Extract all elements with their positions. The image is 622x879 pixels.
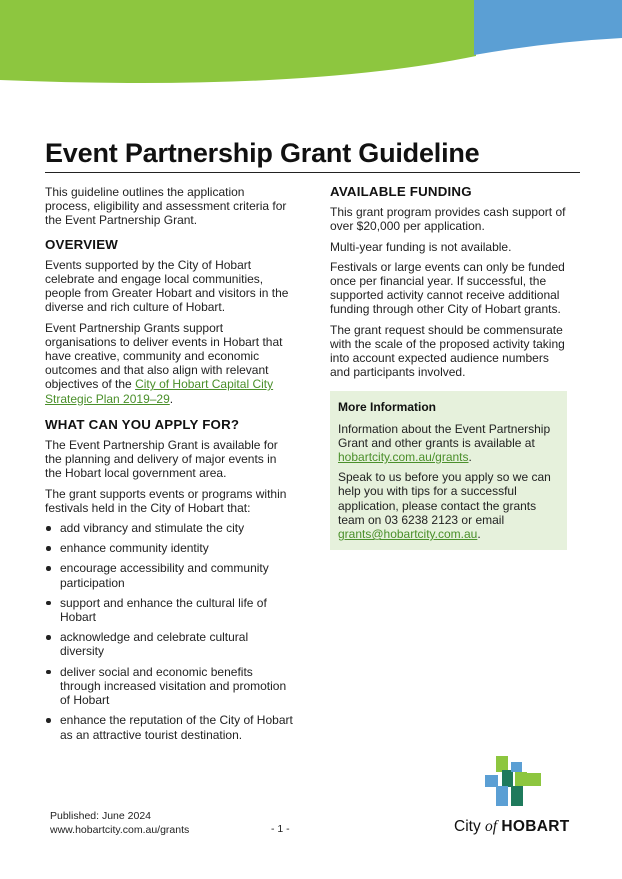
footer xyxy=(50,809,189,837)
overview-paragraph-2 xyxy=(45,321,293,406)
list-item: enhance community identity xyxy=(45,541,293,555)
grants-website-link[interactable]: hobartcity.com.au/grants xyxy=(338,450,469,465)
logo-of: of xyxy=(485,818,498,835)
city-of-hobart-logo xyxy=(452,752,577,838)
overview-paragraph-1: Events supported by the City of Hobart celebrate and engage local communities, people from Greater Hobart and visitors in the diverse and rich culture of Hobart. xyxy=(45,257,289,315)
apply-bullet-list xyxy=(45,521,293,742)
more-information-paragraph-1-end: . xyxy=(468,450,472,465)
page-title: Event Partnership Grant Guideline xyxy=(45,138,580,173)
list-item: add vibrancy and stimulate the city xyxy=(45,521,293,535)
more-information-box xyxy=(330,391,567,550)
page-number: - 1 - xyxy=(271,823,290,835)
logo-wordmark xyxy=(454,818,570,836)
more-information-paragraph-1 xyxy=(338,422,559,465)
header-banner xyxy=(0,0,622,100)
funding-paragraph-1: This grant program provides cash support of over $20,000 per application. xyxy=(330,205,566,234)
apply-paragraph-1: The Event Partnership Grant is available for the planning and delivery of major events in the Hobart local government area. xyxy=(45,438,278,481)
overview-paragraph-2-end: . xyxy=(169,391,174,406)
funding-paragraph-3: Festivals or large events can only be funded once per financial year. If successful, the supported activity cannot receive additional funding through other City of Hobart grants. xyxy=(330,259,565,317)
grants-email-link[interactable]: grants@hobartcity.com.au xyxy=(338,527,478,542)
list-item: encourage accessibility and community participation xyxy=(45,561,293,589)
left-column xyxy=(45,185,293,748)
more-information-paragraph-2-text: Speak to us before you apply so we can help you with tips for a successful application, please contact the grants team on 03 6238 2123 or email xyxy=(338,470,551,527)
intro-paragraph: This guideline outlines the application process, eligibility and assessment criteria for the Event Partnership Grant. xyxy=(45,185,287,228)
overview-heading: OVERVIEW xyxy=(45,236,119,252)
overview-paragraph-2-text: Event Partnership Grants support organisations to deliver events in Hobart that have creative, community and economic outcomes and that also align with relevant objectives of the xyxy=(45,320,283,392)
footer-website: www.hobartcity.com.au/grants xyxy=(50,824,190,836)
list-item: enhance the reputation of the City of Hobart as an attractive tourist destination. xyxy=(45,713,293,741)
right-column xyxy=(330,185,567,550)
more-information-heading: More Information xyxy=(338,400,436,415)
apply-paragraph-2: The grant supports events or programs within festivals held in the City of Hobart that: xyxy=(45,486,287,515)
funding-paragraph-2: Multi-year funding is not available. xyxy=(330,239,512,254)
list-item: support and enhance the cultural life of Hobart xyxy=(45,596,293,624)
logo-city: City xyxy=(454,818,481,835)
funding-paragraph-4: The grant request should be commensurate with the scale of the proposed activity taking into account expected audience numbers and participants involved. xyxy=(330,322,565,380)
banner-blue-shape xyxy=(474,0,622,55)
more-information-paragraph-1-text: Information about the Event Partnership Grant and other grants is available at xyxy=(338,421,551,450)
list-item: deliver social and economic benefits through increased visitation and promotion of Hobart xyxy=(45,665,293,708)
funding-heading: AVAILABLE FUNDING xyxy=(330,184,472,199)
published-date: Published: June 2024 xyxy=(50,810,151,822)
list-item: acknowledge and celebrate cultural diversity xyxy=(45,630,293,658)
apply-heading: WHAT CAN YOU APPLY FOR? xyxy=(45,416,240,432)
strategic-plan-link[interactable]: City of Hobart Capital City Strategic Plan 2019–29 xyxy=(45,377,274,406)
more-information-paragraph-2-end: . xyxy=(477,527,481,542)
more-information-paragraph-2 xyxy=(338,470,559,541)
logo-mark-icon xyxy=(483,752,543,810)
logo-hobart: HOBART xyxy=(501,818,570,835)
banner-green-shape xyxy=(0,0,476,83)
